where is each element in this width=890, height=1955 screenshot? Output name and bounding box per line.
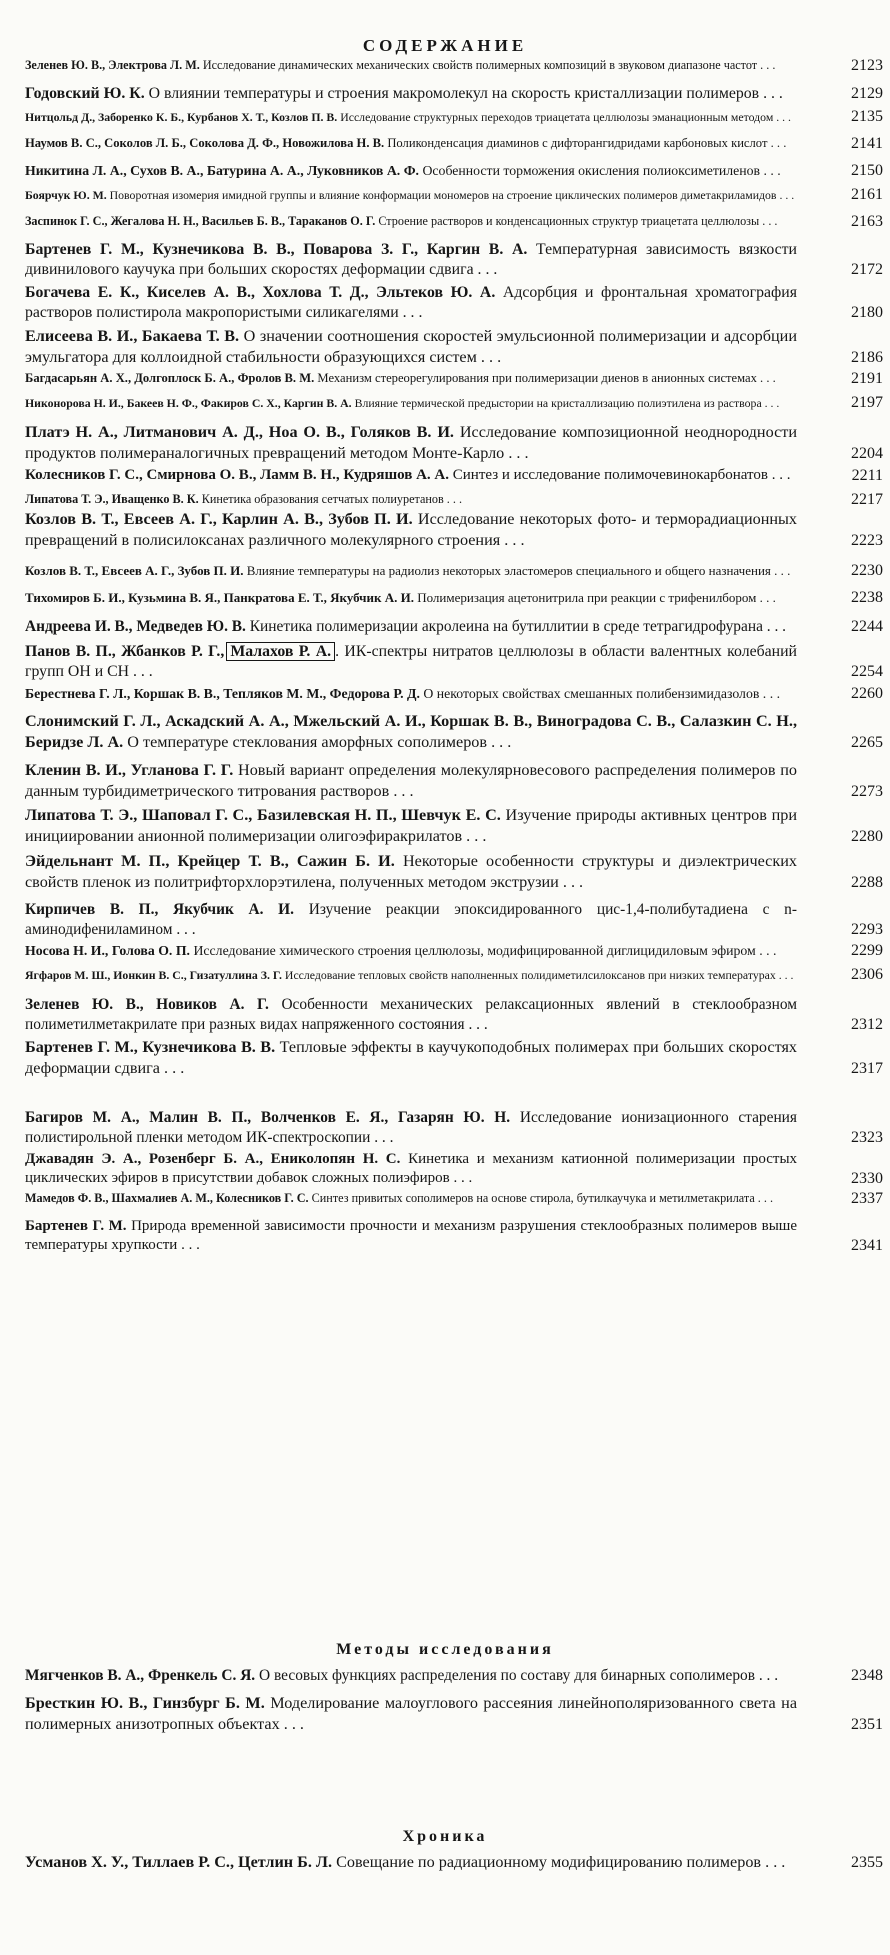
entry-title: Полимеризация ацетонитрила при реакции с трифенилбором xyxy=(417,590,757,605)
entry-authors: Никитина Л. А., Сухов В. А., Батурина А. А., Луковников А. Ф. xyxy=(25,163,419,178)
entry-title: Влияние температуры на радиолиз некоторых эластомеров специального и общего назначения xyxy=(246,563,771,578)
toc-entry-text xyxy=(25,685,797,702)
entry-page-number: 2211 xyxy=(851,467,883,484)
entry-page-number: 2217 xyxy=(851,491,883,508)
toc-entry-text xyxy=(25,995,797,1035)
entry-authors: Панов В. П., Жбанков Р. Г., xyxy=(25,643,225,660)
toc-entry xyxy=(25,642,885,683)
entry-authors: Бресткин Ю. В., Гинзбург Б. М. xyxy=(25,1694,265,1712)
leader-dots: . . . xyxy=(762,618,786,635)
entry-page-number: 2265 xyxy=(851,734,883,751)
toc-entry xyxy=(25,283,885,324)
toc-entry xyxy=(25,422,885,464)
entry-authors: Липатова Т. Э., Шаповал Г. С., Базилевская Н. П., Шевчук Е. С. xyxy=(25,806,501,824)
toc-entry-text xyxy=(25,563,797,579)
entry-title: Особенности торможения окисления полиоксиметиленов xyxy=(422,163,761,178)
toc-entry-text xyxy=(25,617,797,637)
entry-title: Поликонденсация диаминов с дифторангидридами карбоновых кислот xyxy=(387,136,768,150)
leader-dots: . . . xyxy=(558,873,584,891)
entry-page-number: 2186 xyxy=(851,349,883,366)
toc-entry-text xyxy=(25,162,797,179)
leader-dots: . . . xyxy=(449,1170,473,1187)
toc-entry-text xyxy=(25,590,797,606)
toc-entry xyxy=(25,396,885,410)
leader-dots: . . . xyxy=(462,827,487,845)
toc-entry-text xyxy=(25,1191,797,1206)
entry-page-number: 2351 xyxy=(851,1716,883,1733)
entry-page-number: 2323 xyxy=(851,1128,883,1146)
entry-page-number: 2355 xyxy=(851,1854,883,1871)
entry-page-number: 2141 xyxy=(851,135,883,152)
toc-entry xyxy=(25,617,885,637)
entry-title: О некоторых свойствах смешанных полибензимидазолов xyxy=(423,686,760,701)
chronicle-heading: Хроника xyxy=(402,1828,488,1845)
toc-entry xyxy=(25,466,885,485)
entry-authors: Козлов В. Т., Евсеев А. Г., Карлин А. В., Зубов П. И. xyxy=(25,510,413,528)
leader-dots: . . . xyxy=(757,58,776,72)
toc-entry xyxy=(25,326,885,368)
leader-dots: . . . xyxy=(476,348,502,366)
entry-authors: Кленин В. И., Угланова Г. Г. xyxy=(25,761,234,779)
leader-dots: . . . xyxy=(159,1059,185,1077)
leader-dots: . . . xyxy=(398,304,423,322)
entry-page-number: 2180 xyxy=(851,304,883,322)
entry-page-number: 2317 xyxy=(851,1060,883,1077)
leader-dots: . . . xyxy=(759,214,778,228)
entry-title: ИК-спектры нитратов целлюлозы в области валентных колебаний групп OH и CH xyxy=(25,643,797,681)
toc-entry xyxy=(25,1217,885,1255)
entry-title: Исследование структурных переходов триацетата целлюлозы эманационным методом xyxy=(340,110,774,124)
toc-entry-text xyxy=(25,851,797,893)
entry-title: Исследование композиционной неоднородности продуктов полимераналогичных превращений методом Монте-Карло xyxy=(25,423,797,462)
toc-entry-text xyxy=(25,58,797,73)
toc-entry-text xyxy=(25,968,797,982)
entry-title: Механизм стереорегулирования при полимеризации диенов в анионных системах xyxy=(317,371,757,385)
leader-dots: . . . xyxy=(759,686,781,701)
leader-dots: . . . xyxy=(770,563,791,578)
entry-title: Исследование некоторых фото- и терморадиационных превращений в полисилоксанах различного молекулярного строения xyxy=(25,510,798,549)
leader-dots: . . . xyxy=(761,396,780,410)
toc-entry xyxy=(25,371,885,387)
leader-dots: . . . xyxy=(756,371,776,385)
entry-authors: Колесников Г. С., Смирнова О. В., Ламм В. Н., Кудряшов А. А. xyxy=(25,467,450,483)
entry-authors: Богачева Е. К., Киселев А. В., Хохлова Т. Д., Эльтеков Ю. А. xyxy=(25,284,496,301)
entry-page-number: 2280 xyxy=(851,828,883,845)
entry-title: Кинетика образования сетчатых полиуретанов xyxy=(201,492,444,506)
toc-entry-text xyxy=(25,136,797,152)
entry-page-number: 2223 xyxy=(851,532,883,549)
toc-entry xyxy=(25,84,885,104)
toc-entry xyxy=(25,1852,885,1873)
entry-title: Моделирование малоуглового рассеяния линейнополяризованного света на полимерных анизотропных объектах xyxy=(25,1694,798,1733)
toc-entry-text xyxy=(25,466,797,485)
entry-authors: Кирпичев В. П., Якубчик А. И. xyxy=(25,901,294,918)
toc-entry xyxy=(25,240,885,281)
toc-entry xyxy=(25,188,885,202)
entry-page-number: 2348 xyxy=(851,1667,883,1684)
leader-dots: . . . xyxy=(755,943,777,958)
leader-dots: . . . xyxy=(389,782,414,800)
entry-title: Поворотная изомерия имидной группы и влияние конформации мономеров на строение циклических полимеров диметакриламидов xyxy=(109,188,777,202)
toc-entry xyxy=(25,1693,885,1735)
leader-dots: . . . xyxy=(487,733,512,751)
entry-title: Изучение реакции эпоксидированного цис-1,4-полибутадиена с n-аминодифениламином xyxy=(25,901,797,938)
entry-authors: Тихомиров Б. И., Кузьмина В. Я., Панкратова Е. Т., Якубчик А. И. xyxy=(25,590,414,605)
toc-entry-text xyxy=(25,1852,797,1873)
toc-entry xyxy=(25,1150,885,1188)
toc-entry xyxy=(25,711,885,753)
entry-page-number: 2254 xyxy=(851,663,883,681)
leader-dots: . . . xyxy=(473,261,498,279)
entry-page-number: 2150 xyxy=(851,162,883,179)
entry-title: Исследование химического строения целлюлозы, модифицированной диглицидиловым эфиром xyxy=(193,943,756,958)
entry-page-number: 2306 xyxy=(851,966,883,983)
leader-dots: . . . xyxy=(756,590,776,605)
entry-title: Изучение природы активных центров при инициировании анионной полимеризации олигоэфиракрилатов xyxy=(25,806,797,845)
entry-page-number: 2238 xyxy=(851,589,883,606)
toc-entry xyxy=(25,110,885,124)
entry-title: Строение растворов и конденсационных структур триацетата целлюлозы xyxy=(378,214,760,228)
entry-title: Особенности механических релаксационных явлений в стеклообразном полиметилметакрилате при разных видах напряженного состояния xyxy=(25,996,797,1033)
toc-entry-text xyxy=(25,240,797,281)
entry-page-number: 2260 xyxy=(851,685,883,702)
leader-dots: . . . xyxy=(172,920,196,938)
toc-entry xyxy=(25,1108,885,1148)
entry-authors: Заспинок Г. С., Жегалова Н. Н., Васильев Б. В., Тараканов О. Г. xyxy=(25,214,376,228)
toc-entry-text xyxy=(25,1693,797,1735)
entry-authors: Бартенев Г. М., Кузнечикова В. В., Поварова З. Г., Каргин В. А. xyxy=(25,241,528,258)
methods-heading: Методы исследования xyxy=(336,1641,554,1658)
leader-dots: . . . xyxy=(761,1853,786,1871)
entry-title: Природа временной зависимости прочности и механизм разрушения стеклообразных полимеров выше температуры хрупкости xyxy=(25,1218,798,1254)
entry-authors: Ягфаров М. Ш., Ионкин В. С., Гизатуллина З. Г. xyxy=(25,968,282,982)
entry-authors: Андреева И. В., Медведев Ю. В. xyxy=(25,618,246,635)
entry-page-number: 2123 xyxy=(851,57,883,74)
toc-entry xyxy=(25,509,885,551)
leader-dots: . . . xyxy=(129,663,153,681)
leader-dots: . . . xyxy=(500,531,525,549)
entry-title: О весовых функциях распределения по составу для бинарных сополимеров xyxy=(259,1667,755,1684)
leader-dots: . . . xyxy=(767,136,787,150)
leader-dots: . . . xyxy=(464,1015,488,1033)
entry-authors: Никонорова Н. И., Бакеев Н. Ф., Факиров С. Х., Каргин В. А. xyxy=(25,396,352,410)
entry-title: О температуре стеклования аморфных сополимеров xyxy=(127,733,488,751)
entry-authors: Берестнева Г. Л., Коршак В. В., Тепляков М. М., Федорова Р. Д. xyxy=(25,686,420,701)
toc-entry-text xyxy=(25,283,797,324)
leader-dots: . . . xyxy=(177,1237,200,1254)
entry-page-number: 2330 xyxy=(851,1170,883,1188)
entry-page-number: 2161 xyxy=(851,186,883,203)
entry-authors: Мамедов Ф. В., Шахмалиев А. М., Колесников Г. С. xyxy=(25,1191,309,1205)
entry-authors: Зеленев Ю. В., Новиков А. Г. xyxy=(25,996,269,1013)
toc-entry xyxy=(25,900,885,940)
entry-page-number: 2273 xyxy=(851,783,883,800)
entry-authors: Багдасарьян А. Х., Долгоплоск Б. А., Фролов В. М. xyxy=(25,371,315,385)
toc-entry xyxy=(25,1037,885,1079)
entry-authors: Козлов В. Т., Евсеев А. Г., Зубов П. И. xyxy=(25,563,244,578)
entry-title: Тепловые эффекты в каучукоподобных полимерах при больших скоростях деформации сдвига xyxy=(25,1038,797,1077)
entry-authors: Зеленев Ю. В., Электрова Л. М. xyxy=(25,58,200,72)
toc-entry xyxy=(25,136,885,152)
toc-entry xyxy=(25,58,885,73)
toc-entry-text xyxy=(25,84,797,104)
entry-title: Кинетика полимеризации акролеина на бутиллитии в среде тетрагидрофурана xyxy=(249,618,763,635)
entry-title: Новый вариант определения молекулярновесового распределения полимеров по данным турбидиметрического титрования растворов xyxy=(25,761,797,800)
entry-authors: Наумов В. С., Соколов Л. Б., Соколова Д. Ф., Новожилова Н. В. xyxy=(25,136,385,150)
entry-title: Исследование тепловых свойств наполненных полидиметилсилоксанов при низких температурах xyxy=(284,968,776,982)
toc-entry xyxy=(25,685,885,702)
toc-entry xyxy=(25,492,885,507)
entry-title: Некоторые особенности структуры и диэлектрических свойств пленок из политрифторхлорэтилена, полученных методом экструзии xyxy=(25,852,797,891)
entry-page-number: 2337 xyxy=(851,1190,883,1207)
leader-dots: . . . xyxy=(773,110,791,124)
entry-page-number: 2288 xyxy=(851,874,883,891)
leader-dots: . . . xyxy=(767,467,791,483)
leader-dots: . . . xyxy=(443,492,463,506)
leader-dots: . . . xyxy=(759,85,783,102)
leader-dots: . . . xyxy=(370,1128,394,1146)
entry-authors: Усманов Х. У., Тиллаев Р. С., Цетлин Б. Л. xyxy=(25,1853,333,1871)
entry-title: Синтез и исследование полимочевинокарбонатов xyxy=(452,467,768,483)
entry-title: Адсорбция и фронтальная хроматография растворов полистирола макропористыми силикагелями xyxy=(25,284,798,322)
entry-authors: Носова Н. И., Голова О. П. xyxy=(25,943,191,958)
toc-entry-text xyxy=(25,371,797,387)
toc-entry-text xyxy=(25,1037,797,1079)
entry-title: Кинетика и механизм катионной полимеризации простых циклических эфиров в присутствии добавок сложных полиэфиров xyxy=(25,1151,798,1187)
toc-entry-text xyxy=(25,805,797,847)
entry-authors: Липатова Т. Э., Иващенко В. К. xyxy=(25,492,199,506)
toc-entry xyxy=(25,1191,885,1206)
entry-page-number: 2135 xyxy=(851,108,883,125)
toc-entry xyxy=(25,995,885,1035)
toc-entry-text xyxy=(25,396,797,410)
entry-page-number: 2197 xyxy=(851,394,883,411)
leader-dots: . . . xyxy=(760,163,781,178)
entry-authors: Елисеева В. И., Бакаева Т. В. xyxy=(25,327,240,345)
toc-entry-text xyxy=(25,1108,797,1148)
leader-dots: . . . xyxy=(776,188,795,202)
toc-entry xyxy=(25,162,885,179)
toc-entry-text xyxy=(25,110,797,124)
entry-authors: Бартенев Г. М. xyxy=(25,1218,127,1234)
toc-entry xyxy=(25,760,885,802)
entry-page-number: 2172 xyxy=(851,261,883,279)
leader-dots: . . . xyxy=(754,1667,779,1684)
entry-authors: Бартенев Г. М., Кузнечикова В. В. xyxy=(25,1038,276,1056)
toc-entry xyxy=(25,214,885,229)
entry-authors: Нитцольд Д., Заборенко К. Б., Курбанов Х. Т., Козлов П. В. xyxy=(25,110,338,124)
toc-entry xyxy=(25,1666,885,1686)
toc-entry-text xyxy=(25,760,797,802)
entry-title: Исследование ионизационного старения полистирольной пленки методом ИК-спектроскопии xyxy=(25,1109,797,1146)
toc-entry-text: Панов В. П., Жбанков Р. Г., Малахов Р. А. . ИК-спектры нитратов целлюлозы в области валентных колебаний групп OH и CH . . . xyxy=(25,643,797,681)
entry-page-number: 2191 xyxy=(851,370,883,387)
entry-authors: Мягченков В. А., Френкель С. Я. xyxy=(25,1667,256,1684)
entry-title: Синтез привитых сополимеров на основе стирола, бутилкаучука и метилметакрилата xyxy=(311,1191,755,1205)
toc-entry-text xyxy=(25,509,797,551)
toc-entry xyxy=(25,563,885,579)
entry-title: Исследование динамических механических свойств полимерных композиций в звуковом диапазоне частот xyxy=(202,58,758,72)
entry-page-number: 2230 xyxy=(851,562,883,579)
leader-dots: . . . xyxy=(775,968,794,982)
toc-entry xyxy=(25,590,885,606)
toc-entry-text xyxy=(25,942,797,959)
toc-entry-text xyxy=(25,900,797,940)
toc-entry xyxy=(25,968,885,982)
entry-authors: Боярчук Ю. М. xyxy=(25,188,107,202)
entry-title: О влиянии температуры и строения макромолекул на скорость кристаллизации полимеров xyxy=(148,85,760,102)
entry-page-number: 2163 xyxy=(851,213,883,230)
page-title: СОДЕРЖАНИЕ xyxy=(362,36,528,55)
toc-entry-text xyxy=(25,492,797,507)
entry-title: О значении соотношения скоростей эмульсионной полимеризации и адсорбции эмульгатора для коллоидной стабильности образующихся систем xyxy=(25,327,798,366)
entry-page-number: 2293 xyxy=(851,920,883,938)
entry-page-number: 2129 xyxy=(851,85,883,102)
entry-page-number: 2312 xyxy=(851,1015,883,1033)
leader-dots: . . . xyxy=(754,1191,774,1205)
entry-page-number: 2204 xyxy=(851,445,883,462)
toc-entry-text xyxy=(25,326,797,368)
entry-authors: Эйдельнант М. П., Крейцер Т. В., Сажин Б. И. xyxy=(25,852,395,870)
leader-dots: . . . xyxy=(279,1715,304,1733)
entry-authors: Слонимский Г. Л., Аскадский А. А., Мжельский А. И., Коршак В. В., Виноградова С. В., Салазкин С. Н., Беридзе Л. А. xyxy=(25,712,797,751)
entry-title: Температурная зависимость вязкости дивинилового каучука при больших скоростях деформации сдвига xyxy=(25,241,797,279)
entry-title: Влияние термической предыстории на кристаллизацию полиэтилена из раствора xyxy=(354,396,762,410)
toc-entry xyxy=(25,851,885,893)
toc-entry xyxy=(25,805,885,847)
entry-authors: Багиров М. А., Малин В. П., Волченков Е. Я., Газарян Ю. Н. xyxy=(25,1109,511,1126)
entry-title: Совещание по радиационному модифицированию полимеров xyxy=(336,1853,762,1871)
toc-entry-text xyxy=(25,1217,797,1255)
toc-entry-text xyxy=(25,188,797,202)
toc-entry-text xyxy=(25,711,797,753)
entry-page-number: 2299 xyxy=(851,942,883,959)
entry-authors-boxed: Малахов Р. А. xyxy=(226,642,335,661)
toc-entry-text xyxy=(25,1150,797,1188)
toc-entry xyxy=(25,942,885,959)
entry-authors: Джавадян Э. А., Розенберг Б. А., Ениколопян Н. С. xyxy=(25,1151,401,1167)
toc-entry-text xyxy=(25,422,797,464)
entry-authors: Годовский Ю. К. xyxy=(25,85,145,102)
toc-entry-text xyxy=(25,1666,797,1686)
leader-dots: . . . xyxy=(504,444,529,462)
toc-entry-text xyxy=(25,214,797,229)
entry-authors: Платэ Н. А., Литманович А. Д., Ноа О. В., Голяков В. И. xyxy=(25,423,454,441)
entry-page-number: 2244 xyxy=(851,618,883,635)
entry-page-number: 2341 xyxy=(851,1237,883,1255)
